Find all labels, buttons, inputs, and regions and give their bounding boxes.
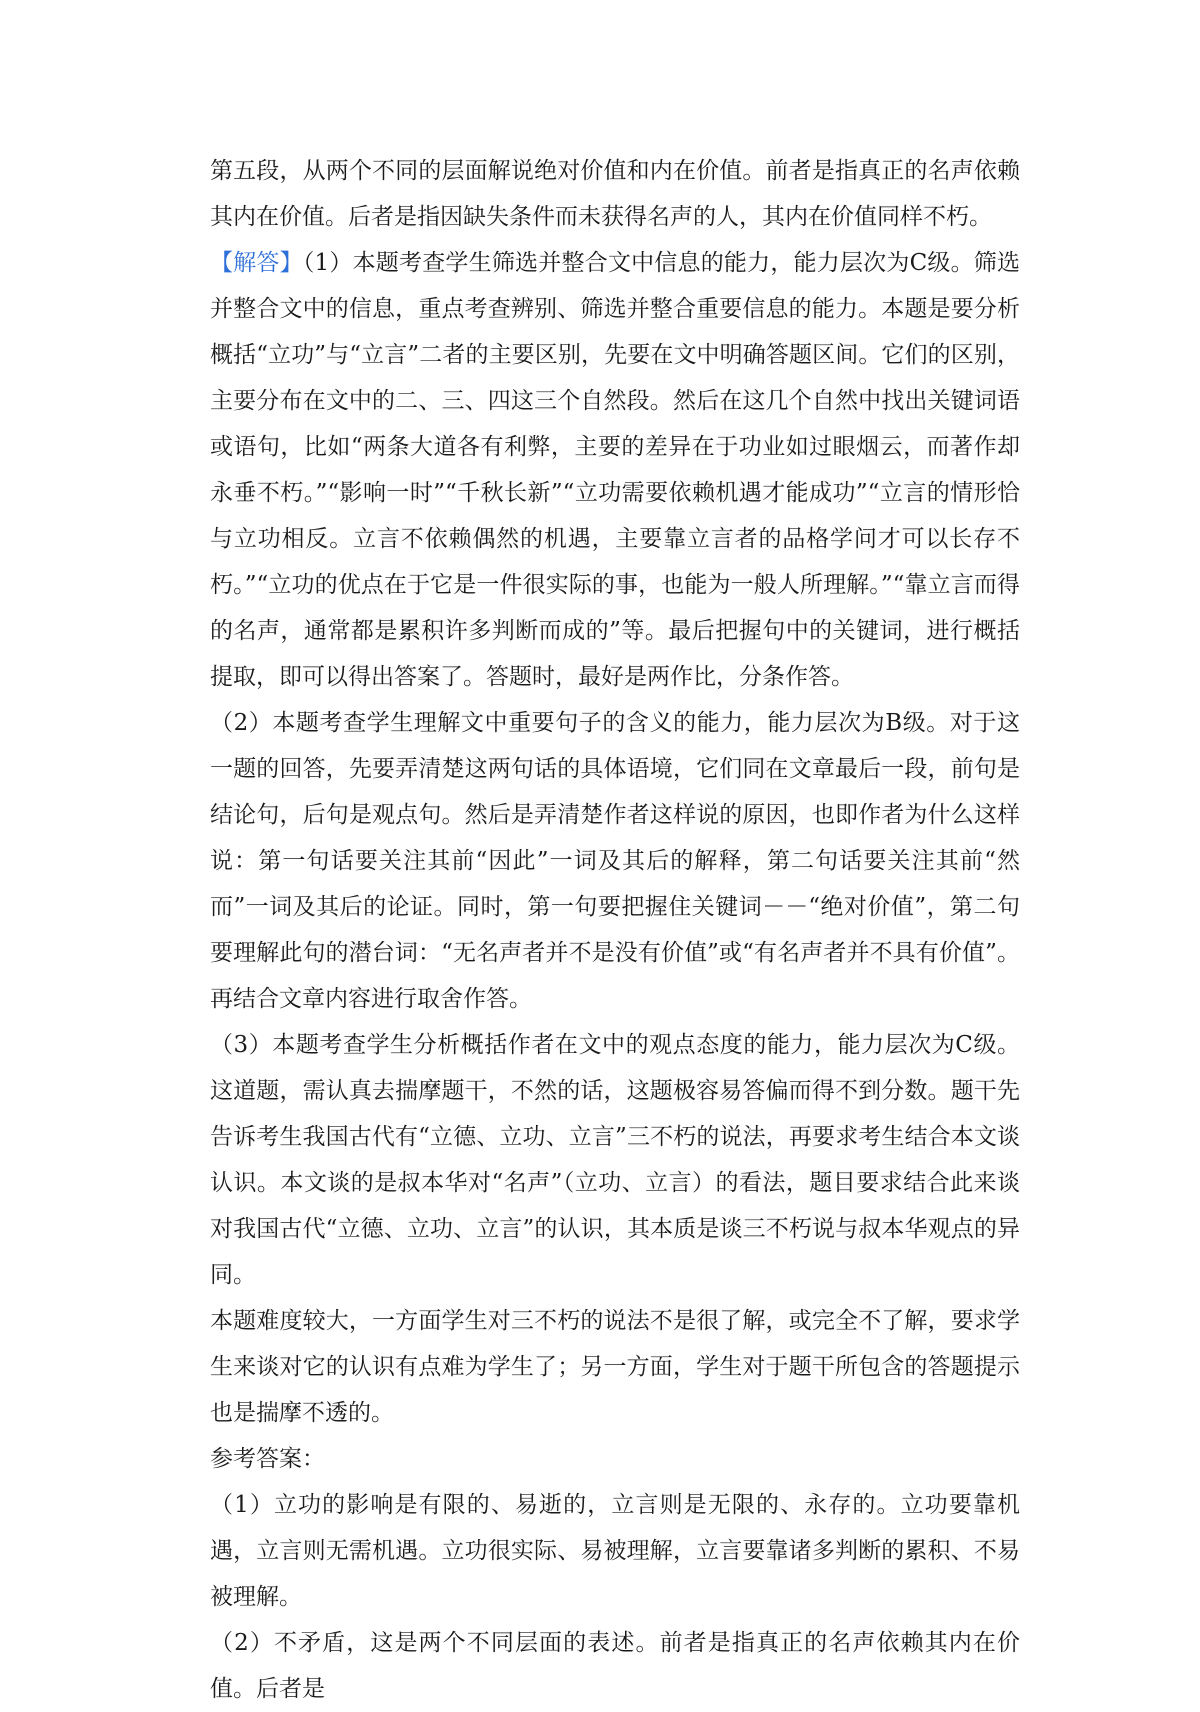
difficulty-note: 本题难度较大，一方面学生对三不朽的说法不是很了解，或完全不了解，要求学生来谈对它的认识有点难为学生了；另一方面，学生对于题干所包含的答题提示也是揣摩不透的。 bbox=[210, 1308, 1020, 1426]
answer-part-1 bbox=[210, 240, 1020, 700]
reference-answer-2: （2）不矛盾，这是两个不同层面的表述。前者是指真正的名声依赖其内在价值。后者是 bbox=[210, 1630, 1020, 1702]
reference-answer-title: 参考答案： bbox=[210, 1446, 325, 1472]
answer-part-3: （3）本题考查学生分析概括作者在文中的观点态度的能力，能力层次为C级。这道题，需认真去揣摩题干，不然的话，这题极容易答偏而得不到分数。题干先告诉考生我国古代有“立德、立功、立言”三不朽的说法，再要求考生结合本文谈认识。本文谈的是叔本华对“名声”（立功、立言）的看法，题目要求结合此来谈对我国古代“立德、立功、立言”的认识，其本质是谈三不朽说与叔本华观点的异同。 bbox=[210, 1032, 1020, 1288]
answer-tag: 【解答】 bbox=[210, 250, 303, 276]
document-body bbox=[210, 148, 1020, 1712]
answer-part-1-text: （1）本题考查学生筛选并整合文中信息的能力，能力层次为C级。筛选并整合文中的信息，重点考查辨别、筛选并整合重要信息的能力。本题是要分析概括“立功”与“立言”二者的主要区别，先要在文中明确答题区间。它们的区别，主要分布在文中的二、三、四这三个自然段。然后在这几个自然中找出关键词语或语句，比如“两条大道各有利弊，主要的差异在于功业如过眼烟云，而著作却永垂不朽。”“影响一时”“千秋长新”“立功需要依赖机遇才能成功”“立言的情形恰与立功相反。立言不依赖偶然的机遇，主要靠立言者的品格学问才可以长存不朽。”“立功的优点在于它是一件很实际的事，也能为一般人所理解。”“靠立言而得的名声，通常都是累积许多判断而成的”等。最后把握句中的关键词，进行概括提取，即可以得出答案了。答题时，最好是两作比，分条作答。 bbox=[210, 250, 1021, 690]
paragraph-fifth-section: 第五段，从两个不同的层面解说绝对价值和内在价值。前者是指真正的名声依赖其内在价值。后者是指因缺失条件而未获得名声的人，其内在价值同样不朽。 bbox=[210, 158, 1020, 230]
answer-part-2: （2）本题考查学生理解文中重要句子的含义的能力，能力层次为B级。对于这一题的回答，先要弄清楚这两句话的具体语境，它们同在文章最后一段，前句是结论句，后句是观点句。然后是弄清楚作者这样说的原因，也即作者为什么这样说：第一句话要关注其前“因此”一词及其后的解释，第二句话要关注其前“然而”一词及其后的论证。同时，第一句要把握住关键词－－“绝对价值”，第二句要理解此句的潜台词：“无名声者并不是没有价值”或“有名声者并不具有价值”。再结合文章内容进行取舍作答。 bbox=[210, 710, 1020, 1012]
reference-answer-1: （1）立功的影响是有限的、易逝的，立言则是无限的、永存的。立功要靠机遇，立言则无需机遇。立功很实际、易被理解，立言要靠诸多判断的累积、不易被理解。 bbox=[210, 1492, 1020, 1610]
